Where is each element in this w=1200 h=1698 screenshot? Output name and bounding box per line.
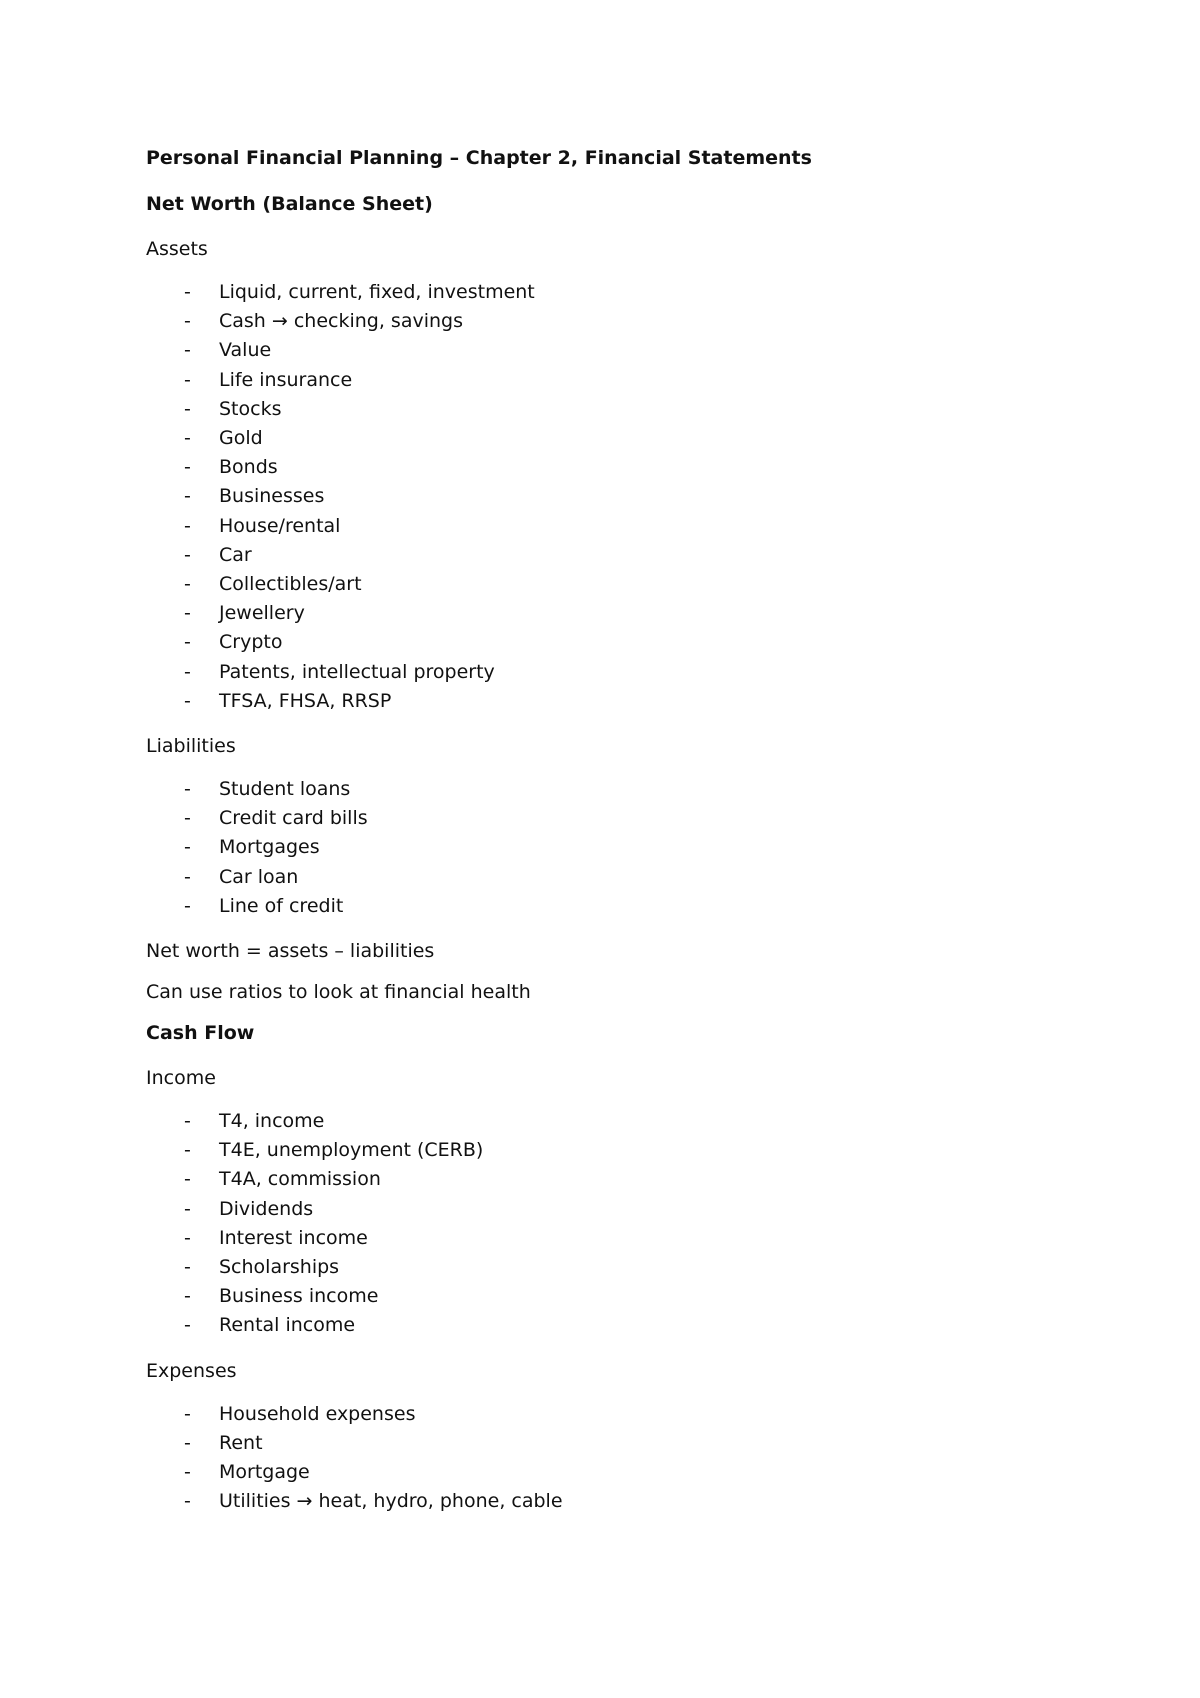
- list-item-text: Value: [219, 339, 272, 362]
- list-item: [146, 1224, 1200, 1253]
- bullet-dash: -: [184, 427, 191, 450]
- bullet-dash: -: [184, 456, 191, 479]
- assets-list: [146, 278, 1200, 716]
- list-item-text: Car loan: [219, 865, 299, 888]
- list-item-text: Interest income: [219, 1226, 368, 1249]
- bullet-dash: -: [184, 894, 191, 917]
- bullet-dash: -: [184, 1226, 191, 1249]
- bullet-dash: -: [184, 631, 191, 654]
- list-item-text: Gold: [219, 427, 263, 450]
- bullet-dash: -: [184, 397, 191, 420]
- list-item-text: Car: [219, 543, 252, 566]
- list-item-text: Utilities → heat, hydro, phone, cable: [219, 1490, 563, 1513]
- list-item-text: Collectibles/art: [219, 573, 362, 596]
- list-item: [146, 775, 1200, 804]
- list-item: [146, 453, 1200, 482]
- bullet-dash: -: [184, 807, 191, 830]
- list-item-text: T4A, commission: [219, 1168, 381, 1191]
- list-item-text: Rental income: [219, 1314, 356, 1337]
- liabilities-label: Liabilities: [146, 735, 236, 758]
- list-item-text: House/rental: [219, 514, 341, 537]
- list-item: [146, 687, 1200, 716]
- list-item: [146, 1136, 1200, 1165]
- list-item: [146, 1165, 1200, 1194]
- list-item: [146, 1253, 1200, 1282]
- list-item-text: T4, income: [219, 1110, 325, 1133]
- bullet-dash: -: [184, 602, 191, 625]
- bullet-dash: -: [184, 778, 191, 801]
- list-item-text: Line of credit: [219, 894, 344, 917]
- list-item: [146, 1311, 1200, 1340]
- list-item: [146, 570, 1200, 599]
- list-item: [146, 1487, 1200, 1516]
- bullet-dash: -: [184, 310, 191, 333]
- list-item: [146, 658, 1200, 687]
- list-item-text: TFSA, FHSA, RRSP: [219, 689, 392, 712]
- list-item: [146, 892, 1200, 921]
- list-item: [146, 1107, 1200, 1136]
- list-item-text: Household expenses: [219, 1402, 416, 1425]
- bullet-dash: -: [184, 1431, 191, 1454]
- list-item: [146, 512, 1200, 541]
- bullet-dash: -: [184, 836, 191, 859]
- list-item: [146, 278, 1200, 307]
- list-item: [146, 482, 1200, 511]
- expenses-label: Expenses: [146, 1359, 237, 1382]
- list-item: [146, 307, 1200, 336]
- bullet-dash: -: [184, 1285, 191, 1308]
- list-item: [146, 804, 1200, 833]
- document-title: Personal Financial Planning – Chapter 2, Financial Statements: [146, 147, 812, 169]
- list-item: [146, 395, 1200, 424]
- net-worth-formula: Net worth = assets – liabilities: [146, 940, 435, 963]
- list-item-text: Mortgage: [219, 1461, 310, 1484]
- list-item-text: Rent: [219, 1431, 263, 1454]
- list-item-text: Crypto: [219, 631, 283, 654]
- bullet-dash: -: [184, 1461, 191, 1484]
- liabilities-list: [146, 775, 1200, 921]
- list-item: [146, 1429, 1200, 1458]
- income-list: [146, 1107, 1200, 1341]
- list-item-text: Credit card bills: [219, 807, 368, 830]
- bullet-dash: -: [184, 1402, 191, 1425]
- list-item-text: Liquid, current, fixed, investment: [219, 281, 535, 303]
- bullet-dash: -: [184, 1110, 191, 1133]
- list-item-text: Life insurance: [219, 368, 353, 391]
- list-item-text: Patents, intellectual property: [219, 660, 495, 683]
- list-item: [146, 1458, 1200, 1487]
- bullet-dash: -: [184, 573, 191, 596]
- list-item: [146, 833, 1200, 862]
- bullet-dash: -: [184, 865, 191, 888]
- assets-label: Assets: [146, 238, 208, 260]
- bullet-dash: -: [184, 281, 191, 303]
- bullet-dash: -: [184, 660, 191, 683]
- list-item-text: Dividends: [219, 1197, 314, 1220]
- bullet-dash: -: [184, 689, 191, 712]
- list-item-text: Businesses: [219, 485, 325, 508]
- bullet-dash: -: [184, 514, 191, 537]
- list-item: [146, 628, 1200, 657]
- list-item-text: Student loans: [219, 778, 351, 801]
- bullet-dash: -: [184, 543, 191, 566]
- bullet-dash: -: [184, 485, 191, 508]
- net-worth-heading: Net Worth (Balance Sheet): [146, 193, 433, 215]
- bullet-dash: -: [184, 368, 191, 391]
- cash-flow-heading: Cash Flow: [146, 1022, 255, 1045]
- bullet-dash: -: [184, 339, 191, 362]
- list-item-text: Business income: [219, 1285, 379, 1308]
- list-item: [146, 863, 1200, 892]
- ratios-note: Can use ratios to look at financial health: [146, 981, 531, 1004]
- bullet-dash: -: [184, 1197, 191, 1220]
- list-item: [146, 336, 1200, 365]
- bullet-dash: -: [184, 1256, 191, 1279]
- list-item: [146, 599, 1200, 628]
- list-item: [146, 1282, 1200, 1311]
- list-item-text: T4E, unemployment (CERB): [219, 1139, 484, 1162]
- list-item-text: Stocks: [219, 397, 282, 420]
- list-item-text: Scholarships: [219, 1256, 340, 1279]
- bullet-dash: -: [184, 1139, 191, 1162]
- income-label: Income: [146, 1067, 216, 1090]
- list-item-text: Cash → checking, savings: [219, 310, 464, 333]
- bullet-dash: -: [184, 1490, 191, 1513]
- bullet-dash: -: [184, 1314, 191, 1337]
- expenses-list: [146, 1400, 1200, 1517]
- list-item-text: Bonds: [219, 456, 278, 479]
- list-item-text: Mortgages: [219, 836, 320, 859]
- list-item: [146, 424, 1200, 453]
- list-item: [146, 366, 1200, 395]
- bullet-dash: -: [184, 1168, 191, 1191]
- list-item: [146, 541, 1200, 570]
- list-item-text: Jewellery: [219, 602, 305, 625]
- list-item: [146, 1195, 1200, 1224]
- list-item: [146, 1400, 1200, 1429]
